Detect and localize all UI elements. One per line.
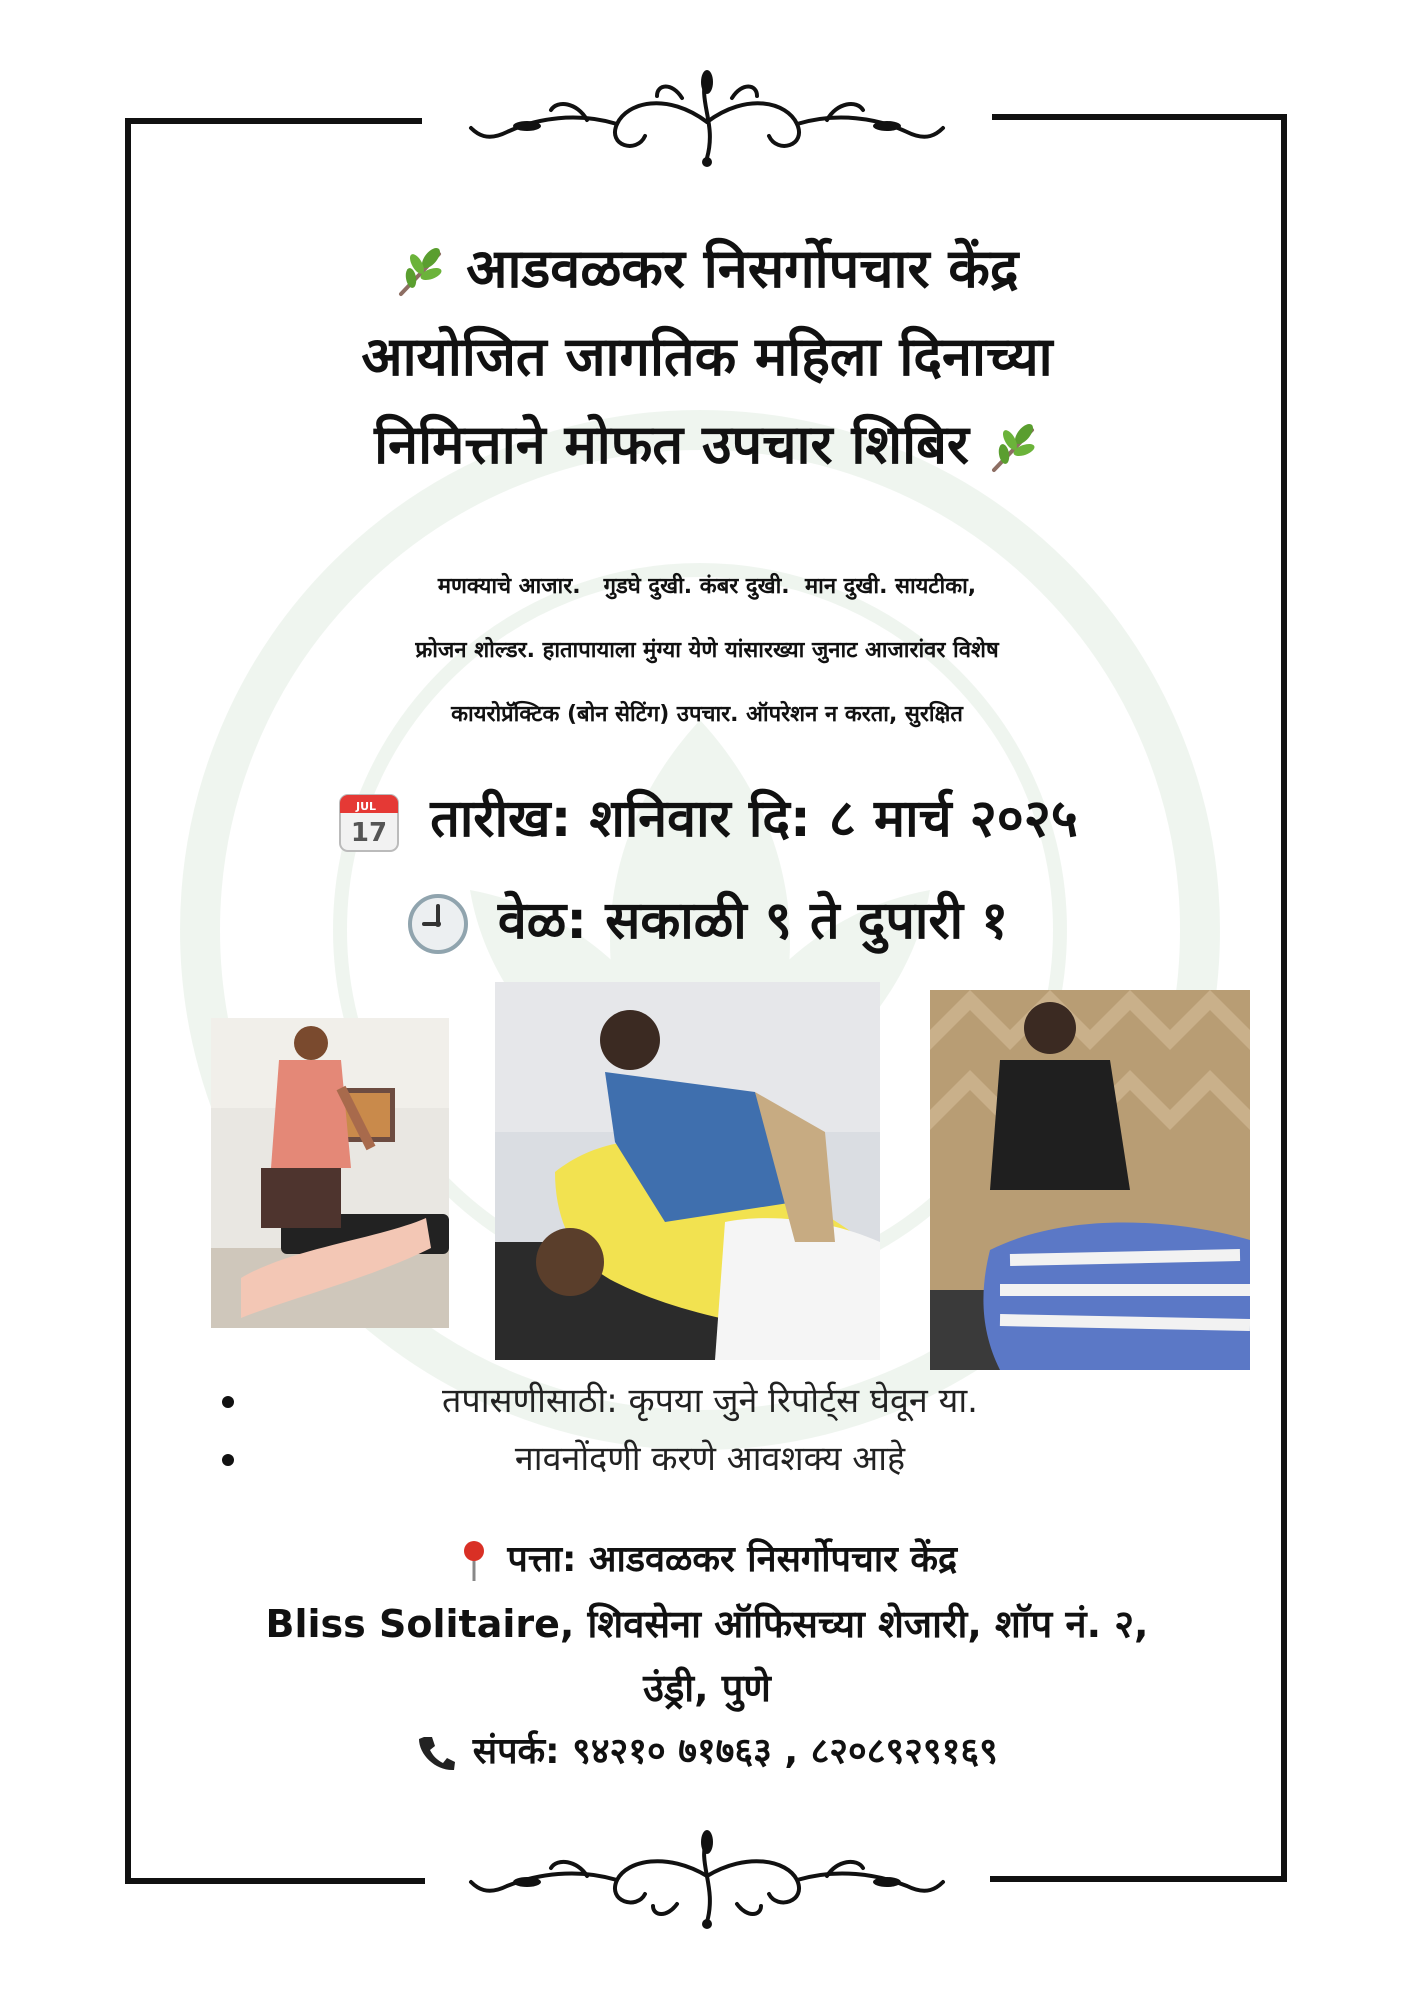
heading-text-3: निमित्ताने मोफत उपचार शिबिर [374, 413, 970, 476]
heading-line-1 [180, 225, 1234, 313]
date-text: तारीख: शनिवार दि: ८ मार्च २०२५ [430, 789, 1078, 849]
frame-bottom-left [125, 1878, 425, 1884]
address-block [180, 1528, 1234, 1784]
description-line-3: कायरोप्रॅक्टिक (बोन सेटिंग) उपचार. ऑपरेशन न करता, सुरक्षित [451, 702, 963, 727]
time-text: वेळ: सकाळी ९ ते दुपारी १ [497, 891, 1009, 951]
calendar-icon [336, 789, 402, 855]
treatment-photo-2 [495, 982, 880, 1360]
frame-left [125, 118, 131, 1884]
svg-text:17: 17 [351, 818, 388, 848]
clock-icon [406, 892, 470, 956]
address-line-1: Bliss Solitaire, शिवसेना ऑफिसच्या शेजारी, शॉप नं. २, [265, 1602, 1149, 1646]
description-line-1: मणक्याचे आजार. गुडघे दुखी. कंबर दुखी. मान दुखी. सायटीका, [437, 574, 977, 599]
note-text-2: नावनोंदणी करणे आवशक्य आहे [514, 1439, 906, 1479]
address-line-2: उंड्री, पुणे [643, 1666, 771, 1710]
heading-line-3 [180, 401, 1234, 489]
heading [180, 225, 1234, 489]
list-item [210, 1430, 1210, 1488]
address-label: पत्ता: आडवळकर निसर्गोपचार केंद्र [507, 1539, 958, 1580]
contact-line [180, 1720, 1234, 1784]
notes-list [210, 1372, 1210, 1488]
frame-top-right [992, 114, 1286, 120]
frame-right [1281, 114, 1287, 1882]
treatment-photo-1 [211, 1018, 449, 1328]
date-line [180, 768, 1234, 870]
bottom-flourish-ornament [467, 1824, 947, 1934]
note-text-1: तपासणीसाठी: कृपया जुने रिपोर्ट्स घेवून या. [442, 1381, 978, 1421]
address-label-line [180, 1528, 1234, 1592]
frame-bottom-right [990, 1876, 1287, 1882]
svg-text:JUL: JUL [356, 800, 377, 813]
phone-icon [416, 1733, 456, 1773]
pin-icon [457, 1539, 491, 1583]
time-line [180, 870, 1234, 972]
herb-icon [988, 422, 1040, 474]
contact-text: संपर्क: ९४२१० ७१७६३ , ८२०८९२९१६९ [472, 1731, 998, 1772]
bullet-dot [222, 1396, 234, 1408]
schedule [180, 768, 1234, 972]
bullet-dot [222, 1454, 234, 1466]
heading-line-2: आयोजित जागतिक महिला दिनाच्या [361, 325, 1053, 388]
list-item [210, 1372, 1210, 1430]
description-line-2: फ्रोजन शोल्डर. हातापायाला मुंग्या येणे यांसारख्या जुनाट आजारांवर विशेष [415, 638, 999, 663]
herb-icon [395, 246, 447, 298]
frame-top-left [128, 118, 422, 124]
treatment-photo-3 [930, 990, 1250, 1370]
top-flourish-ornament [467, 62, 947, 172]
treatment-description [180, 555, 1234, 747]
heading-text-1: आडवळकर निसर्गोपचार केंद्र [466, 237, 1019, 300]
